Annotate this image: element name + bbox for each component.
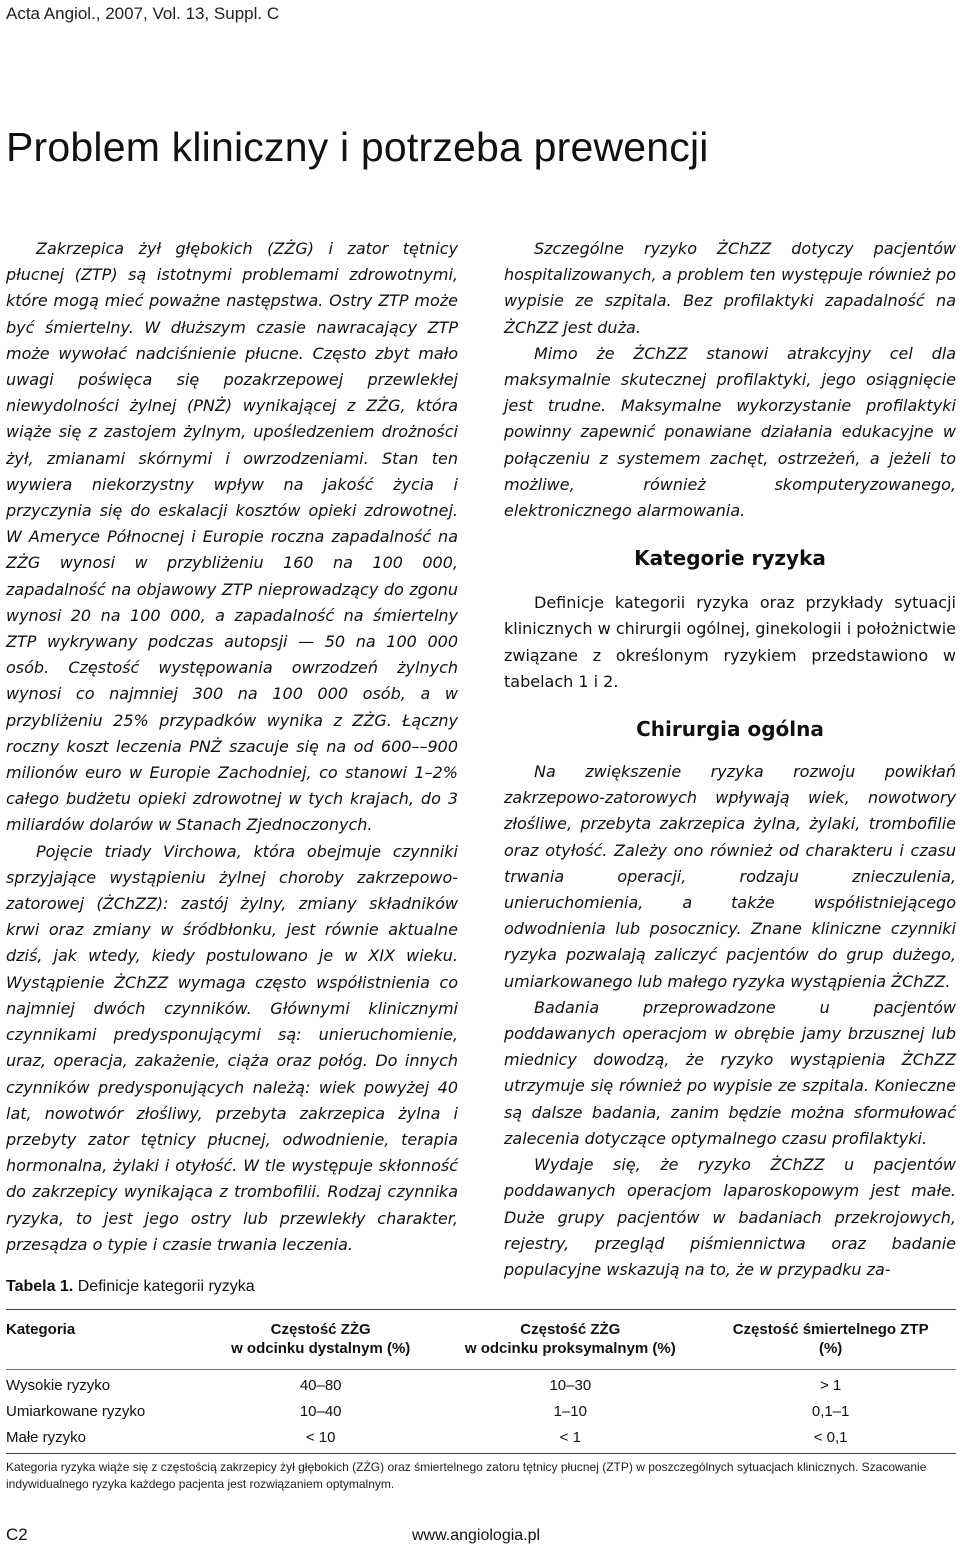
row-category: Małe ryzyko [6, 1429, 87, 1446]
table-row [6, 1373, 956, 1399]
table-caption-text: Definicje kategorii ryzyka [73, 1278, 255, 1295]
right-column [504, 236, 956, 1283]
row-proximal-dvt: 10–30 [549, 1377, 592, 1394]
heading-risk-categories: Kategorie ryzyka [634, 546, 826, 571]
paragraph-hospital-risk: Szczególne ryzyko ŻChZZ dotyczy pacjentów hospitalizowanych, a problem ten występuje również po wypisie ze szpitala. Bez profilaktyki zapadalność na ŻChZZ jest duża. [504, 239, 956, 337]
row-fatal-pe: < 0,1 [813, 1429, 848, 1446]
row-distal-dvt: 10–40 [299, 1403, 342, 1420]
paragraph-risk-definitions: Definicje kategorii ryzyka oraz przykłady sytuacji klinicznych w chirurgii ogólnej, ginekologii i położnictwie związane z określonym ryzykiem przedstawiono w tabelach 1 i 2. [504, 593, 956, 691]
left-column [6, 236, 458, 1258]
row-fatal-pe: > 1 [819, 1377, 842, 1394]
row-category: Wysokie ryzyko [6, 1377, 111, 1394]
header-category: Kategoria [6, 1321, 76, 1338]
paragraph-surgery-factors: Na zwiększenie ryzyka rozwoju powikłań zakrzepowo-zatorowych wpływają wiek, nowotwory złośliwe, przebyta zakrzepica żylna, żylaki, trombofilie oraz otyłość. Zależy ono również od charakteru i czasu trwania operacji, rodzaju znieczulenia, unieruchomienia, a także współistniejącego odwodnienia lub posocznicy. Znane kliniczne czynniki ryzyka pozwalają zaliczyć pacjentów do grup dużego, umiarkowanego lub małego ryzyka wystąpienia ŻChZZ. [504, 762, 956, 991]
row-category: Umiarkowane ryzyko [6, 1403, 146, 1420]
table-top-rule [6, 1309, 956, 1310]
row-proximal-dvt: < 1 [559, 1429, 581, 1446]
paragraph-surgery-studies: Badania przeprowadzone u pacjentów poddawanych operacjom w obrębie jamy brzusznej lub miednicy dowodzą, że ryzyko wystąpienia ŻChZZ utrzymuje się również po wypisie ze szpitala. Konieczne są dalsze badania, zanim będzie można sformułować zalecenia dotyczące optymalnego czasu profilaktyki. [504, 997, 956, 1148]
row-distal-dvt: < 10 [305, 1429, 336, 1446]
header-proximal-dvt: Częstość ZŻG w odcinku proksymalnym (%) [464, 1321, 676, 1357]
paragraph-intro: Zakrzepica żył głębokich (ZŻG) i zator tętnicy płucnej (ZTP) są istotnymi problemami zdrowotnymi, które mogą mieć poważne następstwa. Ostry ZTP może być śmiertelny. W dłuższym czasie nawracający ZTP może wywołać nadciśnienie płucne. Często zbyt mało uwagi poświęca się pozakrzepowej przewlekłej niewydolności żylnej (PNŻ) wynikającej z ZŻG, która wiąże się z zastojem żylnym, upośledzeniem drożności żył, zmianami skórnymi i owrzodzeniami. Stan ten wywiera niekorzystny wpływ na jakość życia i przyczynia się do eskalacji kosztów opieki zdrowotnej. W Ameryce Północnej i Europie roczna zapadalność na ZŻG wynosi w przybliżeniu 160 na 100 000, zapadalność na objawowy ZTP nieprowadzący do zgonu wynosi 20 na 100 000, a zapadalność na śmiertelny ZTP wykrywany podczas autopsji — 50 na 100 000 osób. Częstość występowania owrzodzeń żylnych wynosi co najmniej 300 na 100 000 osób, a w przybliżeniu 25% przypadków wynika z ZŻG. Łączny roczny koszt leczenia PNŻ szacuje się na od 600––900 milionów euro w Europie Zachodniej, co stanowi 1–2% całego budżetu opieki zdrowotnej w tych krajach, do 3 miliardów dolarów w Stanach Zjednoczonych. [6, 239, 458, 835]
table-footnote: Kategoria ryzyka wiąże się z częstością zakrzepicy żył głębokich (ZŻG) oraz śmiertelnego zatoru tętnicy płucnej (ZTP) w poszczególnych sytuacjach klinicznych. Szacowanie indywidualnego ryzyka każdego pacjenta jest rozwiązaniem optymalnym. [6, 1460, 927, 1491]
running-head: Acta Angiol., 2007, Vol. 13, Suppl. C [6, 4, 280, 23]
page-number: C2 [6, 1525, 28, 1544]
table-row [6, 1399, 956, 1425]
row-distal-dvt: 40–80 [299, 1377, 342, 1394]
row-fatal-pe: 0,1–1 [811, 1403, 850, 1420]
table-caption [6, 1278, 255, 1296]
journal-website: www.angiologia.pl [412, 1527, 541, 1544]
paragraph-laparoscopy: Wydaje się, że ryzyko ŻChZZ u pacjentów poddawanych operacjom laparoskopowym jest małe. Duże grupy pacjentów w badaniach przekrojowych, rejestry, przegląd piśmiennictwa oraz badanie populacyjne wskazują na to, że w przypadku za- [504, 1155, 956, 1279]
paragraph-virchow: Pojęcie triady Virchowa, która obejmuje czynniki sprzyjające wystąpieniu żylnej choroby zakrzepowo-zatorowej (ŻChZZ): zastój żylny, zmiany składników krwi oraz zmiany w śródbłonku, jest równie aktualne dziś, jak wtedy, kiedy postulowano je w XIX wieku. Wystąpienie ŻChZZ wymaga często współistnienia co najmniej dwóch czynników. Głównymi klinicznymi czynnikami predysponującymi są: unieruchomienie, uraz, operacja, zakażenie, ciąża oraz połóg. Do innych czynników predysponujących należą: wiek powyżej 40 lat, nowotwór złośliwy, przebyta zakrzepica żylna i przebyty zator tętnicy płucnej, odwodnienie, terapia hormonalna, żylaki i otyłość. W tle występuje skłonność do zakrzepicy wynikająca z trombofilii. Rodzaj czynnika ryzyka, to jest jego ostry lub przewlekły charakter, przesądza o typie i czasie trwania leczenia. [6, 841, 458, 1254]
risk-category-table [6, 1320, 956, 1451]
table-caption-label: Tabela 1. [6, 1278, 74, 1295]
paragraph-prophylaxis: Mimo że ŻChZZ stanowi atrakcyjny cel dla maksymalnie skutecznej profilaktyki, jego osiągnięcie jest trudne. Maksymalne wykorzystanie profilaktyki powinny zapewnić ponawiane działania edukacyjne w połączeniu z systemem zachęt, ostrzeżeń, a jeżeli to możliwe, również skomputeryzowanego, elektronicznego alarmowania. [504, 343, 956, 521]
table-header-row [6, 1320, 956, 1367]
header-distal-dvt: Częstość ZŻG w odcinku dystalnym (%) [231, 1321, 411, 1357]
heading-general-surgery: Chirurgia ogólna [636, 717, 824, 742]
header-fatal-pe: Częstość śmiertelnego ZTP (%) [732, 1321, 929, 1357]
article-section-title: Problem kliniczny i potrzeba prewencji [6, 124, 709, 170]
row-proximal-dvt: 1–10 [553, 1403, 587, 1420]
table-row [6, 1425, 956, 1451]
table-bottom-rule [6, 1453, 956, 1454]
